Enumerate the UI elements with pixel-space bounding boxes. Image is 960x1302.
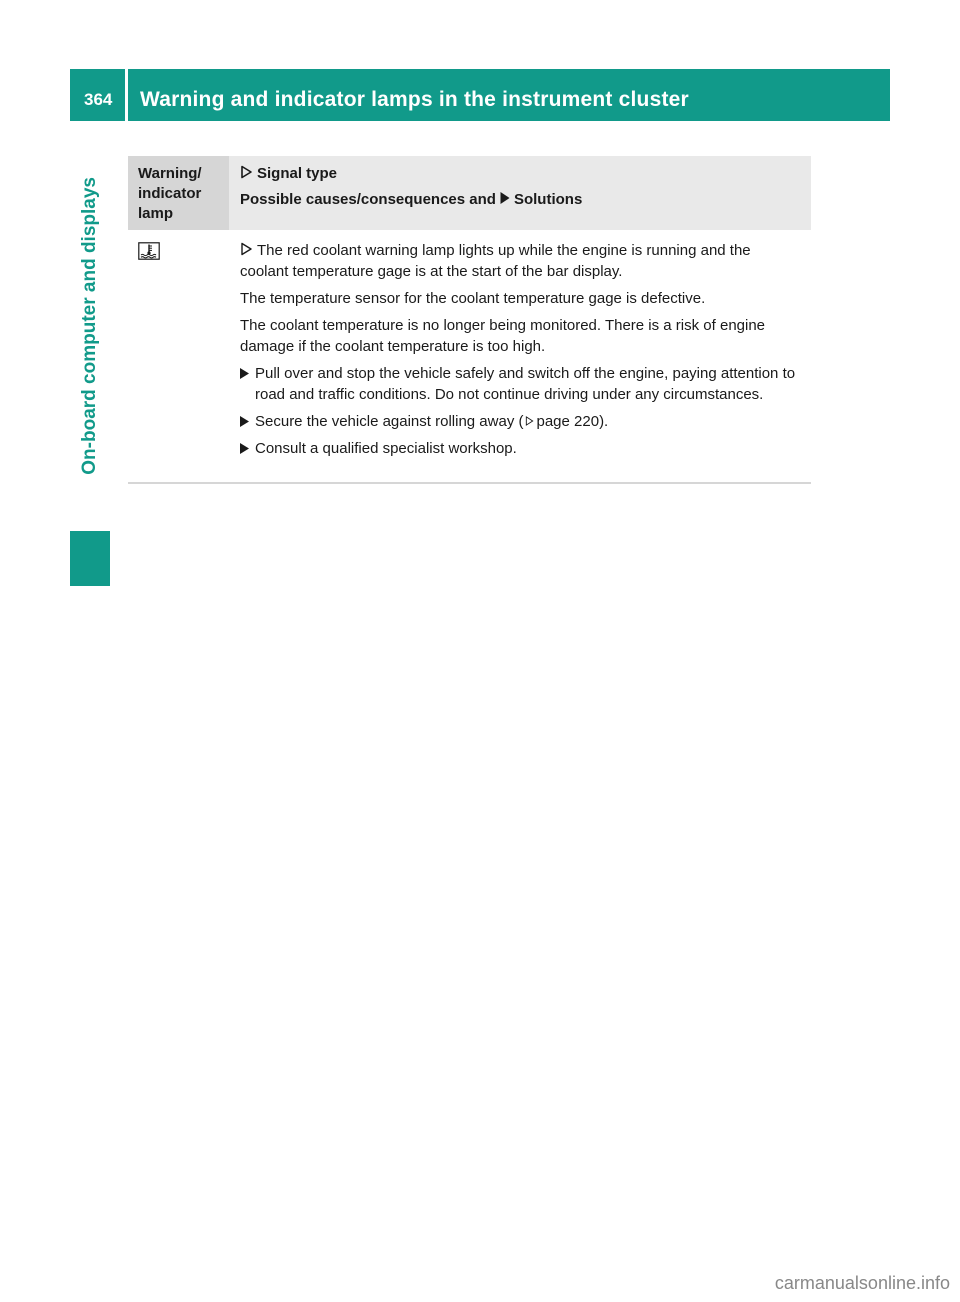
causes-label: Possible causes/consequences and	[240, 191, 496, 208]
solutions-label: Solutions	[513, 191, 583, 208]
description-cell	[229, 240, 811, 465]
step-text: Pull over and stop the vehicle safely and switch off the engine, paying attention to road and traffic conditions. Do not continue driving under any circumstances.	[255, 365, 796, 403]
page-title: Warning and indicator lamps in the instrument cluster	[140, 88, 689, 111]
signal-triangle-icon	[240, 165, 253, 179]
signal-type-label: Signal type	[257, 165, 338, 182]
page-reference-icon	[525, 416, 534, 426]
cause-text: The temperature sensor for the coolant temperature gage is defective.	[240, 290, 706, 307]
table-row	[128, 230, 811, 465]
arrow-bullet-icon	[240, 443, 249, 454]
solution-step	[240, 411, 803, 432]
side-label-text: On-board computer and displays	[79, 177, 100, 475]
header-divider	[125, 69, 128, 121]
side-tab-block	[70, 531, 110, 586]
side-section-label	[70, 121, 110, 531]
signal-text: The red coolant warning lamp lights up while the engine is running and the coolant temperature gage is at the start of the bar display.	[240, 242, 751, 280]
header-bar	[70, 69, 890, 121]
header-causes-solutions	[240, 190, 801, 210]
signal-triangle-icon	[240, 242, 253, 256]
solution-arrow-icon	[499, 191, 511, 205]
arrow-bullet-icon	[240, 368, 249, 379]
header-warning-line2: indicator	[138, 185, 202, 202]
solution-step	[240, 363, 803, 405]
header-signal-type	[240, 164, 801, 184]
lamp-cell	[128, 240, 229, 465]
header-warning-line1: Warning/	[138, 165, 202, 182]
solution-step	[240, 438, 803, 459]
page-number: 364	[84, 90, 113, 109]
warning-lamp-table	[128, 156, 811, 465]
coolant-temperature-icon	[138, 242, 160, 260]
table-bottom-rule	[128, 482, 811, 484]
table-header	[128, 156, 811, 230]
watermark: carmanualsonline.info	[774, 1273, 950, 1293]
header-signal-causes	[229, 156, 811, 230]
step-text-suffix: ).	[599, 413, 609, 430]
signal-description	[240, 240, 803, 282]
consequence-text: The coolant temperature is no longer being monitored. There is a risk of engine damage if the coolant temperature is too high.	[240, 317, 766, 355]
header-warning-lamp	[128, 156, 229, 230]
arrow-bullet-icon	[240, 416, 249, 427]
header-warning-line3: lamp	[138, 205, 174, 222]
page-reference-link[interactable]: page 220	[536, 413, 600, 430]
step-text-prefix: Secure the vehicle against rolling away (	[255, 413, 524, 430]
step-text: Consult a qualified specialist workshop.	[255, 440, 517, 457]
